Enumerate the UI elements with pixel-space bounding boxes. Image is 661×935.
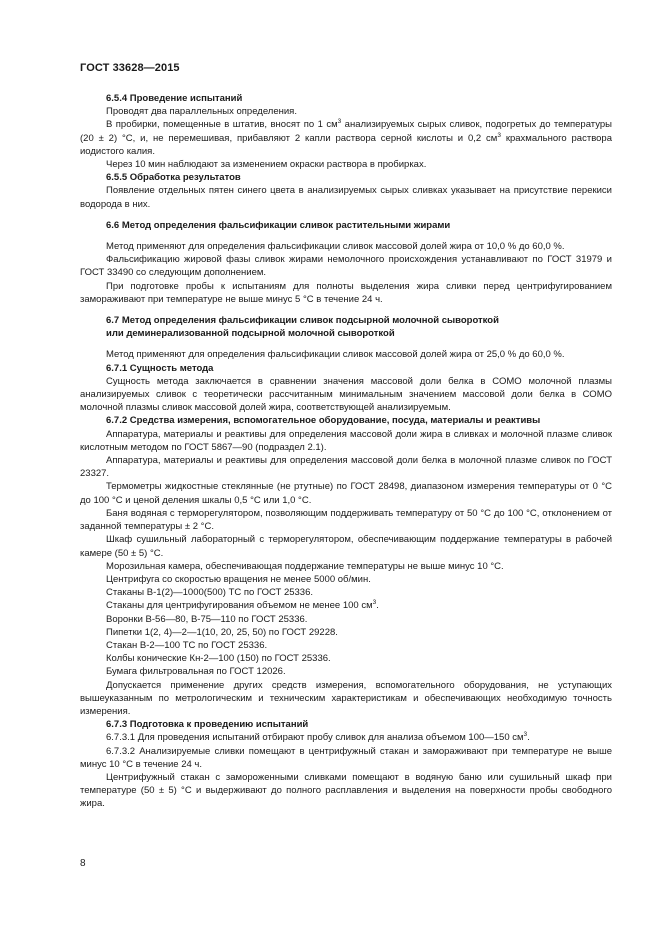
section-heading-6-7-line1: 6.7 Метод определения фальсификации сливок подсырной молочной сывороткой — [106, 315, 499, 327]
text-run: В пробирки, помещенные в штатив, вносят по 1 см — [106, 119, 338, 131]
document-body — [80, 92, 612, 811]
text-run: . — [527, 732, 530, 744]
text-run: Стаканы для центрифугирования объемом не менее 100 см — [106, 600, 373, 612]
list-item — [80, 599, 612, 612]
section-heading-6-5-5: 6.5.5 Обработка результатов — [106, 172, 241, 184]
paragraph: Через 10 мин наблюдают за изменением окраски раствора в пробирках. — [106, 159, 427, 171]
paragraph: Метод применяют для определения фальсификации сливок массовой долей жира от 25,0 % до 60,0 %. — [106, 349, 565, 361]
paragraph: Проводят два параллельных определения. — [106, 106, 297, 118]
document-header: ГОСТ 33628—2015 — [80, 62, 180, 74]
paragraph — [80, 731, 612, 744]
text-run: . — [376, 600, 379, 612]
list-item: Центрифуга со скоростью вращения не менее 5000 об/мин. — [106, 573, 371, 585]
paragraph: Аппаратура, материалы и реактивы для определения массовой доли жира в сливках и молочной плазме сливок кислотным методом по ГОСТ 5867—90 (подраздел 2.1). — [80, 428, 612, 453]
section-heading-6-7-2: 6.7.2 Средства измерения, вспомогательное оборудование, посуда, материалы и реактивы — [106, 415, 541, 427]
section-heading-6-7-line2: или деминерализованной подсырной молочной сывороткой — [106, 328, 395, 340]
list-item: Стаканы В-1(2)—1000(500) ТС по ГОСТ 25336. — [106, 587, 314, 599]
paragraph: При подготовке пробы к испытаниям для полноты выделения жира сливки перед центрифугированием замораживают при температуре не выше минус 5 °С в течение 24 ч. — [80, 280, 612, 305]
text-run: крахмального раствора иодистого калия. — [80, 132, 612, 157]
page-number: 8 — [80, 858, 86, 869]
section-heading-6-7-1: 6.7.1 Сущность метода — [106, 362, 214, 374]
superscript: 3 — [497, 131, 501, 139]
paragraph: Термометры жидкостные стеклянные (не ртутные) по ГОСТ 28498, диапазоном измерения температуры от 0 °С до 100 °С и ценой деления шкалы 0,5 °С или 1,0 °С. — [80, 481, 612, 506]
paragraph: Появление отдельных пятен синего цвета в анализируемых сырых сливках указывает на присутствие перекиси водорода в них. — [80, 185, 612, 210]
section-heading-6-6: 6.6 Метод определения фальсификации сливок растительными жирами — [106, 219, 451, 231]
text-run: 6.7.3.1 Для проведения испытаний отбирают пробу сливок для анализа объемом 100—150 см — [106, 732, 524, 744]
paragraph: Баня водяная с терморегулятором, позволяющим поддерживать температуру от 50 °С до 100 °С, отклонением от заданной температуры ± 2 °С. — [80, 507, 612, 533]
paragraph: Метод применяют для определения фальсификации сливок массовой долей жира от 10,0 % до 60,0 %. — [106, 241, 565, 253]
superscript: 3 — [337, 118, 342, 126]
paragraph: Шкаф сушильный лабораторный с терморегулятором, обеспечивающим поддержание температуры в рабочей камере (50 ± 5) °С. — [80, 534, 612, 559]
paragraph — [80, 118, 612, 158]
superscript: 3 — [372, 599, 377, 607]
section-heading-6-5-4: 6.5.4 Проведение испытаний — [106, 93, 243, 104]
paragraph: Допускается применение других средств измерения, вспомогательного оборудования, не уступающих вышеуказанным по метрологическим и техническим характеристикам и обеспечивающих необходимую точность измерения. — [80, 679, 612, 717]
list-item: Колбы конические Кн-2—100 (150) по ГОСТ 25336. — [106, 653, 331, 665]
list-item: Бумага фильтровальная по ГОСТ 12026. — [106, 666, 286, 678]
paragraph: 6.7.3.2 Анализируемые сливки помещают в центрифужный стакан и замораживают при температуре не выше минус 10 °С в течение 24 ч. — [80, 745, 612, 770]
paragraph: Центрифужный стакан с замороженными сливками помещают в водяную баню или сушильный шкаф при температуре (50 ± 5) °С и выдерживают до полного расплавления и выделения на поверхности пробы свободного жира. — [80, 771, 612, 810]
list-item: Стакан В-2—100 ТС по ГОСТ 25336. — [106, 639, 268, 651]
text-run: анализируемых сырых сливок, подогретых до температуры (20 ± 2) °С, и, не перемешивая, прибавляют 2 капли раствора серной кислоты и 0,2 см — [80, 119, 612, 144]
list-item: Воронки В-56—80, В-75—110 по ГОСТ 25336. — [106, 613, 308, 625]
paragraph: Фальсификацию жировой фазы сливок жирами немолочного происхождения устанавливают по ГОСТ 31979 и ГОСТ 33490 со следующим дополнением. — [80, 254, 612, 279]
section-heading-6-7-3: 6.7.3 Подготовка к проведению испытаний — [106, 719, 309, 731]
superscript: 3 — [523, 731, 528, 739]
list-item: Морозильная камера, обеспечивающая поддержание температуры не выше минус 10 °С. — [106, 560, 504, 572]
paragraph: Аппаратура, материалы и реактивы для определения массовой доли белка в молочной плазме сливок по ГОСТ 23327. — [80, 455, 612, 480]
paragraph: Сущность метода заключается в сравнении значения массовой доли белка в СОМО молочной плазмы анализируемых сливок с теоретически рассчитанным минимальным значением массовой доли белка в СОМО молочной плазмы сливок массовой долей жира, соответствующей анализируемым. — [80, 375, 612, 414]
list-item: Пипетки 1(2, 4)—2—1(10, 20, 25, 50) по ГОСТ 29228. — [106, 626, 338, 638]
